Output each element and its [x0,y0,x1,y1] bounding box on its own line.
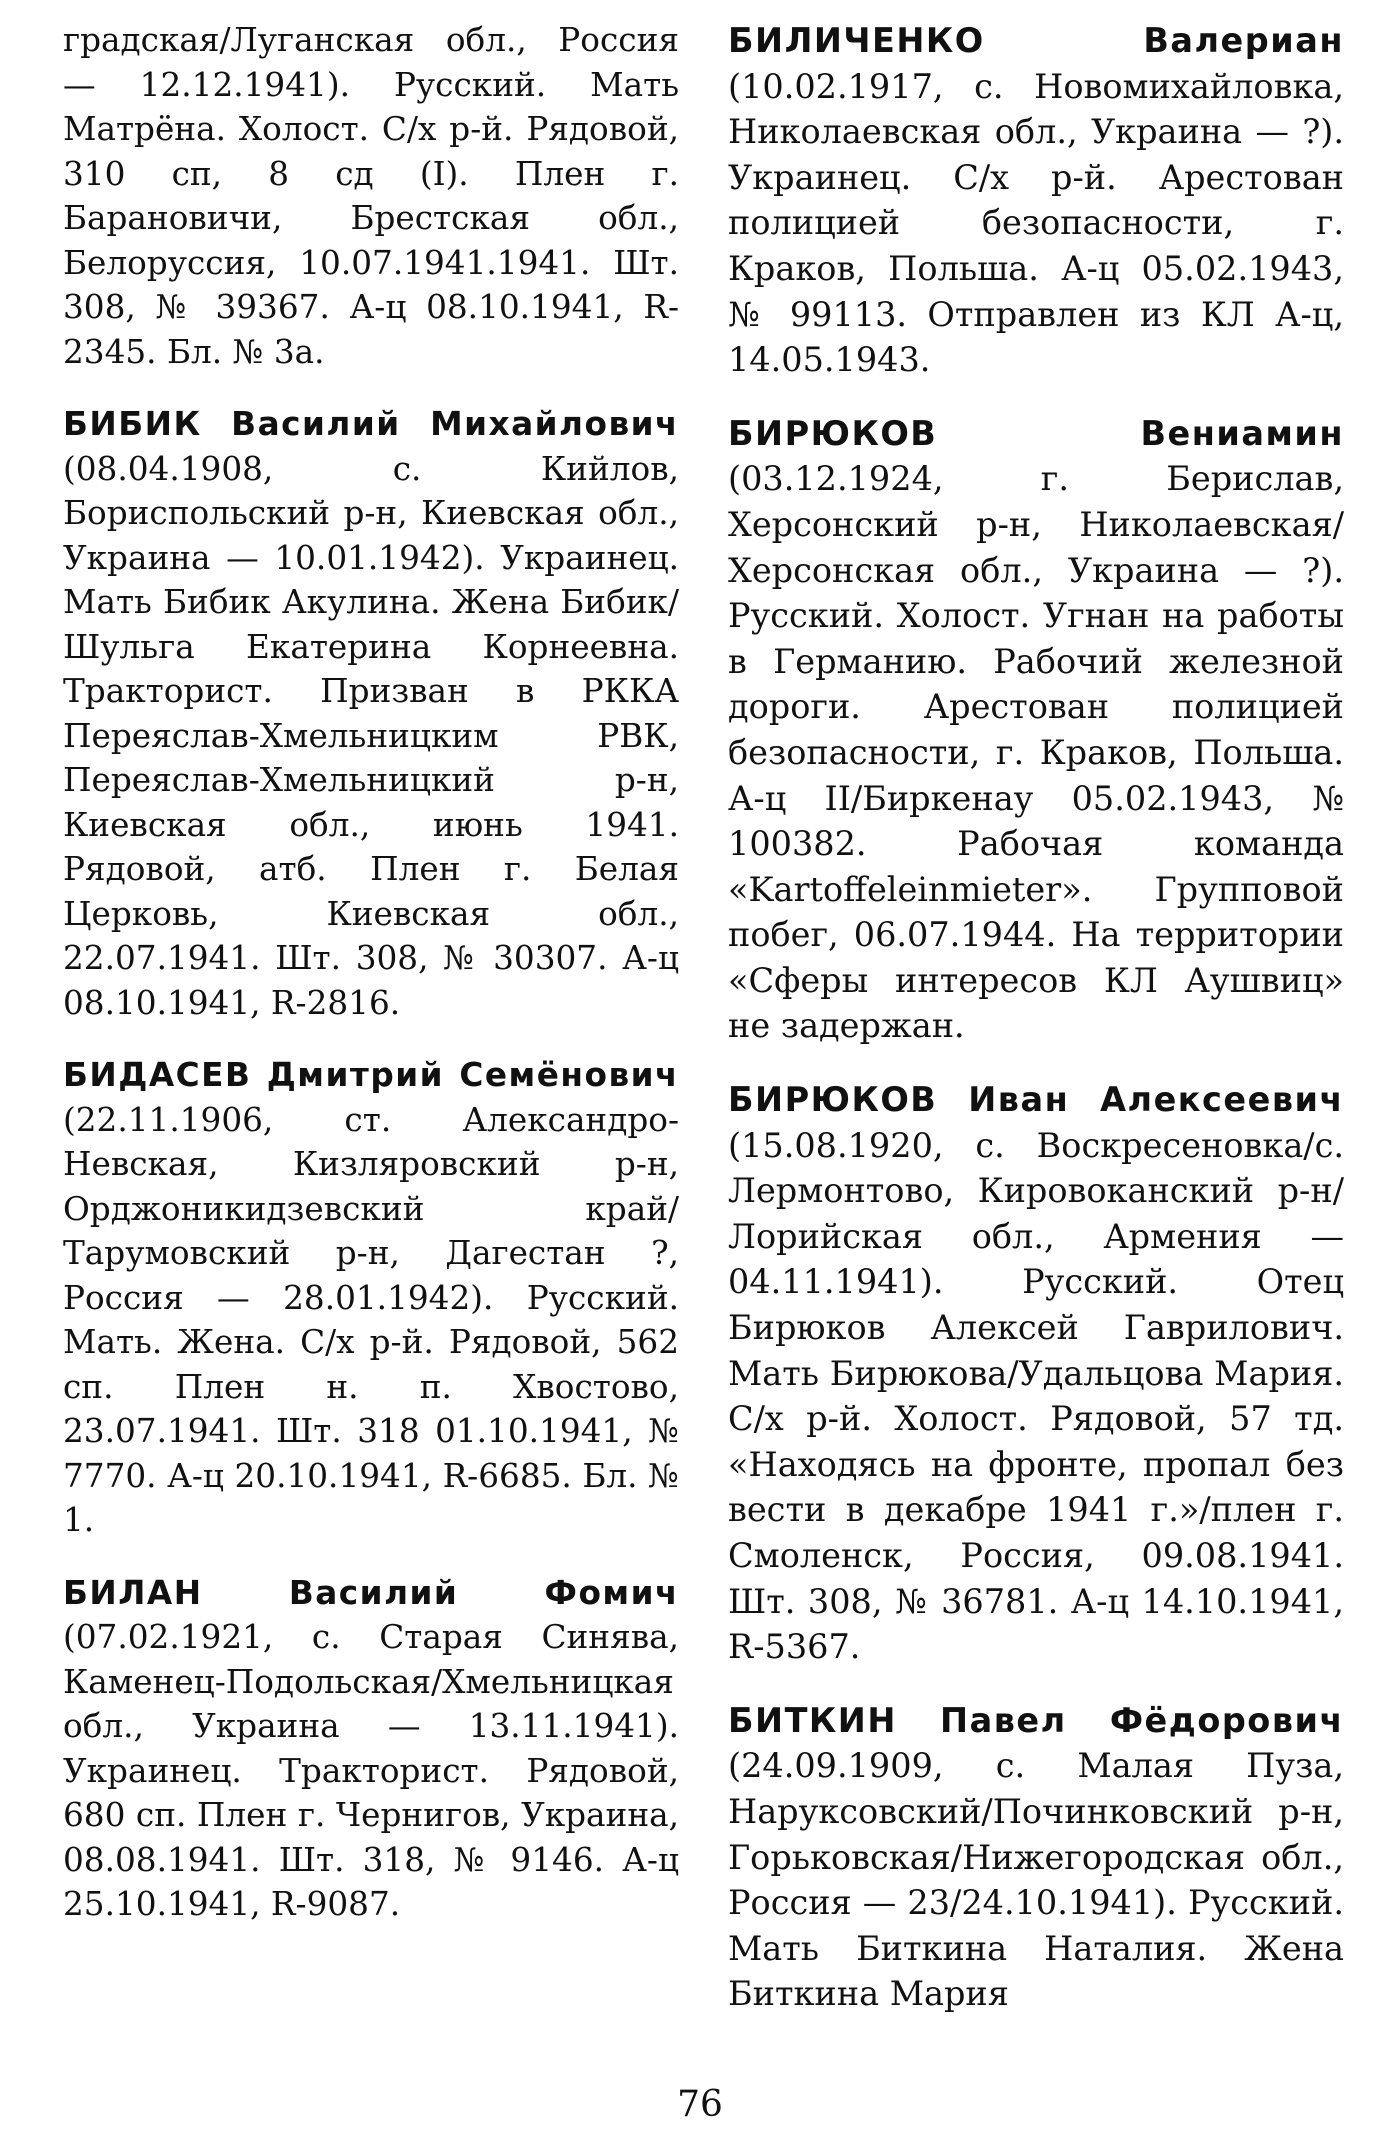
entry-text: (03.12.1924, г. Берислав, Херсонский р-н, Николаевская/Херсонская обл., Украина — ?). Русский. Холост. Угнан на работы в Германию. Рабочий железной дороги. Арестован полицией безопасности, г. Краков, Польша. А-ц II/Биркенау 05.02.1943, № 100382. Рабочая команда «Kartoffeleinmieter». Групповой побег, 06.07.1944. На территории «Сферы интересов КЛ Аушвиц» не задержан. [728,459,1344,1046]
entry [728,18,1344,383]
entry [728,411,1344,1049]
entry-text: (15.08.1920, с. Воскресеновка/с. Лермонтово, Кировоканский р-н/Лорийская обл., Армения — 04.11.1941). Русский. Отец Бирюков Алексей Гаврилович. Мать Бирюкова/Удальцова Мария. С/х р-й. Холост. Рядовой, 57 тд. «Находясь на фронте, пропал без вести в декабре 1941 г.»/плен г. Смоленск, Россия, 09.08.1941. Шт. 308, № 36781. А-ц 14.10.1941, R-5367. [728,1125,1344,1667]
entry-text: градская/Луганская обл., Россия — 12.12.1941). Русский. Мать Матрёна. Холост. С/х р-й. Рядовой, 310 сп, 8 сд (I). Плен г. Барановичи, Брестская обл., Белоруссия, 10.07.1941.1941. Шт. 308, № 39367. А-ц 08.10.1941, R-2345. Бл. № 3а. [63,21,679,371]
entry-name: БИТКИН Павел Фёдорович [728,1700,1344,1740]
entry-name: БИЛАН Василий Фомич [63,1573,679,1612]
right-column [728,18,1344,2045]
entry-name: БИБИК Василий Михайлович [63,405,679,443]
entry [63,1571,679,1927]
page-number: 76 [677,2084,723,2125]
entry-text: (24.09.1909, с. Малая Пуза, Наруксовский/Починковский р-н, Горьковская/Нижегородская обл., Россия — 23/24.10.1941). Русский. Мать Биткина Наталия. Жена Биткина Мария [728,1746,1344,2014]
entry [728,1698,1344,2017]
entry-name: БИДАСЕВ Дмитрий Семёнович [63,1056,679,1094]
entry-name: БИЛИЧЕНКО Валериан [728,21,1344,60]
entry-text: (22.11.1906, ст. Александро-Невская, Кизляровский р-н, Орджоникидзевский край/Тарумовский р-н, Дагестан ?, Россия — 28.01.1942). Русский. Мать. Жена. С/х р-й. Рядовой, 562 сп. Плен н. п. Хвостово, 23.07.1941. Шт. 318 01.10.1941, № 7770. А-ц 20.10.1941, R-6685. Бл. № 1. [63,1100,679,1539]
entry-text: (10.02.1917, с. Новомихайловка, Николаевская обл., Украина — ?). Украинец. С/х р-й. Арестован полицией безопасности, г. Краков, Польша. А-ц 05.02.1943, № 99113. Отправлен из КЛ А-ц, 14.05.1943. [728,66,1344,380]
entry [63,18,679,374]
entry [728,1077,1344,1670]
entry [63,402,679,1025]
entry-name: БИРЮКОВ Иван Алексеевич [728,1080,1344,1120]
left-column [63,18,679,1955]
entry-text: (07.02.1921, с. Старая Синява, Каменец-Подольская/Хмельницкая обл., Украина — 13.11.1941). Украинец. Тракторист. Рядовой, 680 сп. Плен г. Чернигов, Украина, 08.08.1941. Шт. 318, № 9146. А-ц 25.10.1941, R-9087. [63,1618,679,1923]
entry [63,1053,679,1543]
entry-name: БИРЮКОВ Вениамин [728,413,1344,453]
entry-text: (08.04.1908, с. Кийлов, Бориспольский р-н, Киевская обл., Украина — 10.01.1942). Украинец. Мать Бибик Акулина. Жена Бибик/Шульга Екатерина Корнеевна. Тракторист. Призван в РККА Переяслав-Хмельницким РВК, Переяслав-Хмельницкий р-н, Киевская обл., июнь 1941. Рядовой, атб. Плен г. Белая Церковь, Киевская обл., 22.07.1941. Шт. 308, № 30307. А-ц 08.10.1941, R-2816. [63,449,679,1022]
